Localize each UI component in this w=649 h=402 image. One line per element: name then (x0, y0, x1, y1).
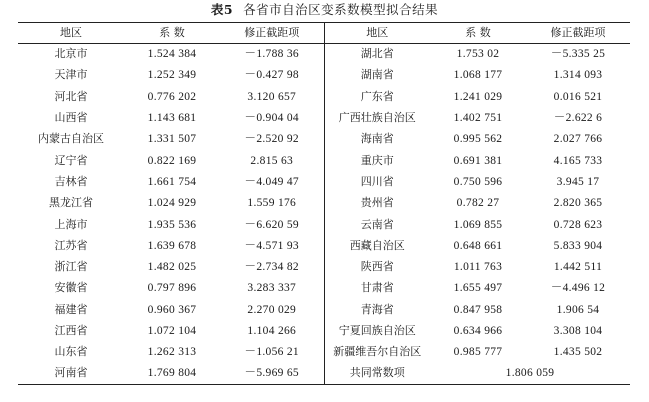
table-row (18, 86, 630, 107)
region-cell: 重庆市 (324, 150, 430, 171)
coef-cell: 1.011 763 (453, 261, 503, 274)
region-cell: 河南省 (54, 366, 88, 380)
region-cell: 宁夏回族自治区 (324, 320, 430, 341)
coef-cell: 1.639 678 (147, 239, 197, 252)
coef-cell: 1.068 177 (453, 69, 503, 82)
table-row (18, 44, 630, 65)
coef-cell: 0.634 966 (453, 325, 503, 337)
table-body (18, 44, 630, 385)
region-cell: 海南省 (324, 129, 430, 150)
region-cell: 吉林省 (54, 174, 88, 188)
table-row (18, 320, 630, 341)
coef-cell: 1.655 497 (453, 282, 503, 295)
table-row (18, 171, 630, 192)
coef-cell: 1.331 507 (147, 133, 197, 146)
intercept-cell: 1.104 266 (247, 325, 297, 337)
intercept-cell: 3.945 17 (556, 175, 600, 188)
coef-cell: 0.797 896 (147, 282, 197, 295)
region-cell: 甘肃省 (324, 278, 430, 299)
intercept-cell: 2.815 63 (250, 154, 294, 167)
table-row (18, 256, 630, 277)
region-cell: 天津市 (54, 68, 88, 82)
intercept-cell: 0.016 521 (553, 90, 603, 103)
region-cell: 河北省 (54, 89, 88, 103)
intercept-cell: －5.335 25 (550, 48, 606, 61)
table-caption (0, 2, 649, 18)
table-row-last (18, 363, 630, 384)
common-constant-value: 1.806 059 (505, 367, 555, 380)
intercept-cell: 1.906 54 (556, 303, 600, 316)
region-cell: 湖北省 (324, 44, 430, 65)
coef-cell: 1.769 804 (147, 367, 197, 380)
coef-cell: 1.935 536 (147, 218, 197, 231)
region-cell: 北京市 (54, 47, 88, 61)
region-cell: 湖南省 (324, 65, 430, 86)
table-title: 各省市自治区变系数模型拟合结果 (243, 2, 439, 17)
region-cell: 四川省 (324, 171, 430, 192)
coef-cell: 1.241 029 (453, 90, 503, 103)
intercept-cell: －1.788 36 (244, 48, 299, 61)
header-coef-left: 系 数 (159, 26, 185, 39)
intercept-cell: 0.728 623 (553, 218, 603, 231)
coef-cell: 0.822 169 (147, 154, 197, 167)
intercept-cell: 3.283 337 (247, 282, 297, 295)
coefficient-table (18, 22, 630, 385)
region-cell: 辽宁省 (54, 153, 88, 167)
table-row (18, 299, 630, 320)
header-row (18, 23, 630, 44)
coef-cell: 0.985 777 (453, 346, 503, 359)
intercept-cell: －2.734 82 (244, 261, 299, 274)
intercept-cell: －2.520 92 (244, 133, 299, 146)
coef-cell: 1.482 025 (147, 261, 197, 274)
intercept-cell: 5.833 904 (553, 239, 603, 252)
region-cell: 安徽省 (54, 281, 88, 295)
coef-cell: 0.750 596 (453, 175, 503, 188)
table-row (18, 150, 630, 171)
coef-cell: 1.024 929 (147, 197, 197, 210)
intercept-cell: －1.056 21 (244, 346, 299, 359)
header-intercept-right: 修正截距项 (550, 26, 606, 39)
table-row (18, 107, 630, 128)
table-row (18, 65, 630, 86)
region-cell: 贵州省 (324, 193, 430, 214)
coef-cell: 0.995 562 (453, 133, 503, 146)
region-cell: 浙江省 (54, 260, 88, 274)
region-cell: 黑龙江省 (49, 196, 93, 210)
region-cell: 江苏省 (54, 238, 88, 252)
region-cell: 上海市 (54, 217, 88, 231)
intercept-cell: －6.620 59 (244, 218, 299, 231)
intercept-cell: －0.904 04 (244, 112, 299, 125)
coef-cell: 0.691 381 (453, 154, 503, 167)
coef-cell: 1.524 384 (147, 48, 197, 61)
header-intercept-left: 修正截距项 (244, 26, 300, 39)
intercept-cell: 4.165 733 (553, 154, 603, 167)
intercept-cell: －4.496 12 (550, 282, 606, 295)
intercept-cell: 2.027 766 (553, 133, 603, 146)
header-region-left: 地区 (60, 26, 82, 39)
region-cell: 新疆维吾尔自治区 (324, 342, 430, 363)
coef-cell: 0.847 958 (453, 303, 503, 316)
intercept-cell: －5.969 65 (244, 367, 299, 380)
intercept-cell: 1.442 511 (553, 261, 603, 274)
coef-cell: 1.069 855 (453, 218, 503, 231)
intercept-cell: 1.559 176 (247, 197, 297, 210)
coef-cell: 0.648 661 (453, 239, 503, 252)
table-row (18, 193, 630, 214)
intercept-cell: －4.049 47 (244, 175, 299, 188)
coef-cell: 0.776 202 (147, 90, 197, 103)
region-cell: 云南省 (324, 214, 430, 235)
region-cell: 青海省 (324, 299, 430, 320)
region-cell: 山西省 (54, 111, 88, 125)
common-constant-label: 共同常数项 (324, 363, 430, 384)
coef-cell: 1.262 313 (147, 346, 197, 359)
table-row (18, 235, 630, 256)
table-number: 表5 (210, 2, 234, 17)
region-cell: 福建省 (54, 302, 88, 316)
intercept-cell: －2.622 6 (553, 112, 603, 125)
region-cell: 山东省 (54, 345, 88, 359)
intercept-cell: 3.120 657 (247, 90, 297, 103)
coef-cell: 1.143 681 (147, 112, 197, 125)
coef-cell: 1.072 104 (147, 325, 197, 337)
region-cell: 内蒙古自治区 (38, 132, 104, 146)
region-cell: 广东省 (324, 86, 430, 107)
region-cell: 陕西省 (324, 256, 430, 277)
intercept-cell: 2.270 029 (247, 303, 297, 316)
coef-cell: 1.402 751 (453, 112, 503, 125)
coef-cell: 1.252 349 (147, 69, 197, 82)
coef-cell: 0.782 27 (456, 197, 500, 210)
region-cell: 广西壮族自治区 (324, 107, 430, 128)
coef-cell: 1.661 754 (147, 175, 197, 188)
region-cell: 江西省 (54, 324, 88, 337)
table-row (18, 214, 630, 235)
header-region-right: 地区 (324, 23, 430, 44)
coef-cell: 1.753 02 (456, 48, 500, 61)
intercept-cell: －0.427 98 (244, 69, 299, 82)
region-cell: 西藏自治区 (324, 235, 430, 256)
table-row (18, 129, 630, 150)
intercept-cell: 2.820 365 (553, 197, 603, 210)
intercept-cell: 3.308 104 (553, 325, 603, 337)
intercept-cell: －4.571 93 (244, 239, 299, 252)
coef-cell: 0.960 367 (147, 303, 197, 316)
intercept-cell: 1.314 093 (553, 69, 603, 82)
table-row (18, 342, 630, 363)
intercept-cell: 1.435 502 (553, 346, 603, 359)
table-row (18, 278, 630, 299)
header-coef-right: 系 数 (465, 26, 491, 39)
